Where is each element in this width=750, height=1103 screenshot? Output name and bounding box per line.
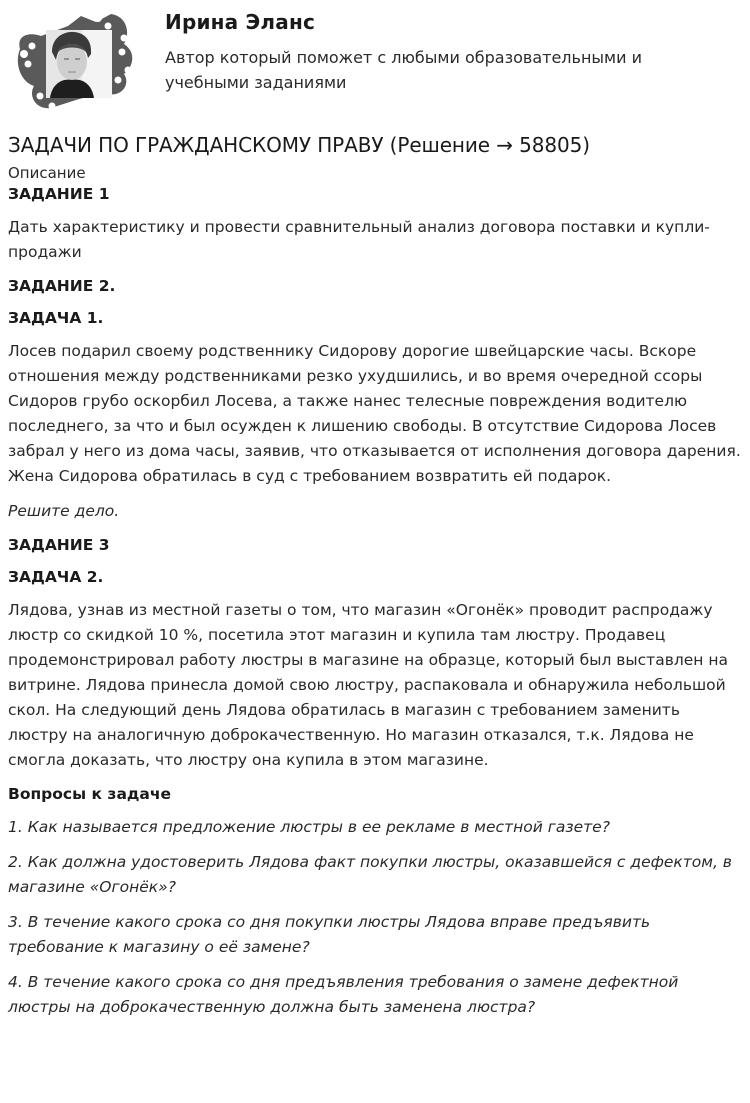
section-heading-task-2: ЗАДАНИЕ 2. <box>8 277 116 295</box>
section-heading-task-1: ЗАДАНИЕ 1 <box>8 185 110 203</box>
section-text-task-1: Дать характеристику и провести сравнительный анализ договора поставки и купли-продажи <box>8 218 710 261</box>
author-name: Ирина Эланс <box>165 10 316 34</box>
author-description: Автор который поможет с любыми образовательными и учебными заданиями <box>165 48 642 92</box>
question-item-3: 3. В течение какого срока со дня покупки люстры Лядова вправе предъявить требование к магазину о её замене? <box>8 913 651 956</box>
document-content <box>8 131 744 1030</box>
problem-instruction-1: Решите дело. <box>8 502 120 520</box>
page-title: ЗАДАЧИ ПО ГРАЖДАНСКОМУ ПРАВУ (Решение → 58805) <box>8 133 591 157</box>
question-item-2: 2. Как должна удостоверить Лядова факт покупки люстры, оказавшейся с дефектом, в магазине «Огонёк»? <box>8 853 732 896</box>
problem-heading-1: ЗАДАЧА 1. <box>8 309 104 327</box>
description-label: Описание <box>8 164 86 182</box>
author-avatar-icon <box>6 4 146 112</box>
section-heading-task-3: ЗАДАНИЕ 3 <box>8 536 110 554</box>
author-header <box>0 0 750 118</box>
problem-text-1: Лосев подарил своему родственнику Сидорову дорогие швейцарские часы. Вскоре отношения между родственниками резко ухудшились, и во время очередной ссоры Сидоров грубо оскорбил Лосева, а также нанес телесные повреждения водителю последнего, за что и был осужден к лишению свободы. В отсутствие Сидорова Лосев забрал у него из дома часы, заявив, что отказывается от исполнения договора дарения. Жена Сидорова обратилась в суд с требованием возвратить ей подарок. <box>8 342 741 485</box>
problem-text-2: Лядова, узнав из местной газеты о том, что магазин «Огонёк» проводит распродажу люстр со скидкой 10 %, посетила этот магазин и купила там люстру. Продавец продемонстрировал работу люстры в магазине на образце, который был выставлен на витрине. Лядова принесла домой свою люстру, распаковала и обнаружила небольшой скол. На следующий день Лядова обратилась в магазин с требованием заменить люстру на аналогичную доброкачественную. Но магазин отказался, т.к. Лядова не смогла доказать, что люстру она купила в этом магазине. <box>8 601 728 769</box>
question-item-1: 1. Как называется предложение люстры в ее рекламе в местной газете? <box>8 818 610 836</box>
question-item-4: 4. В течение какого срока со дня предъявления требования о замене дефектной люстры на доброкачественную должна быть заменена люстра? <box>8 973 679 1016</box>
problem-heading-2: ЗАДАЧА 2. <box>8 568 104 586</box>
questions-heading: Вопросы к задаче <box>8 785 172 803</box>
